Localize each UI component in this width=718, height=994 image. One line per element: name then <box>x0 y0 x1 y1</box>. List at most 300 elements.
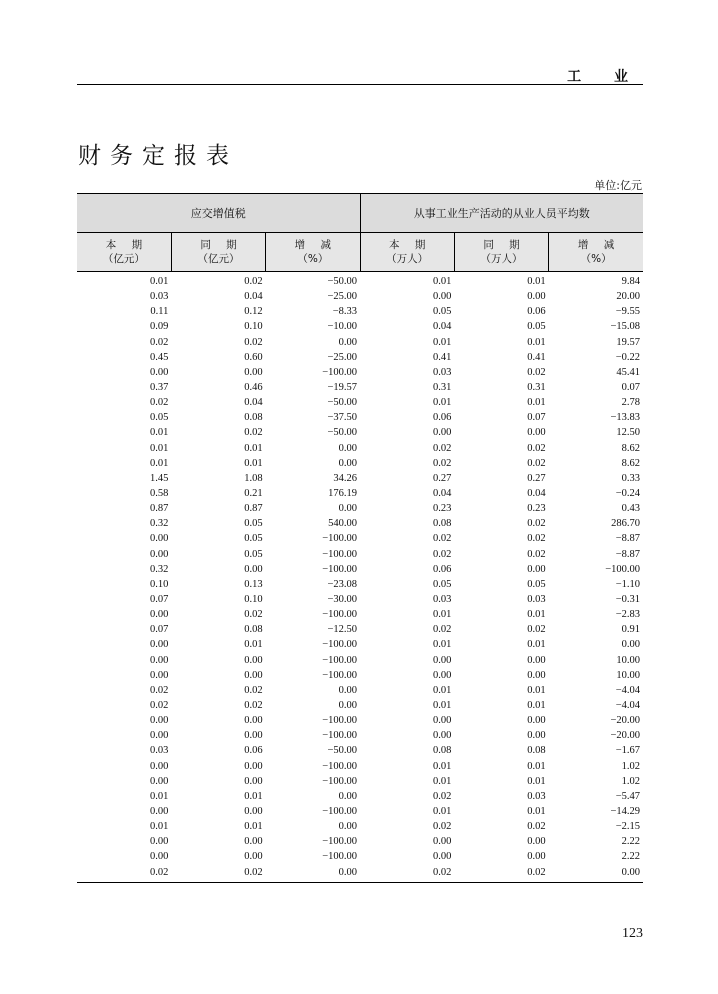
table-row <box>77 683 643 698</box>
table-row <box>77 637 643 652</box>
table-cell: −30.00 <box>327 594 358 606</box>
unit-label: 单位:亿元 <box>594 179 642 192</box>
group-header-vat: 应交增值税 <box>77 194 360 233</box>
table-cell: 0.00 <box>149 730 169 742</box>
table-cell: 0.08 <box>244 624 263 636</box>
table-cell: 0.01 <box>244 442 263 454</box>
table-cell: −100.00 <box>322 760 358 772</box>
table-cell: 0.01 <box>527 639 546 651</box>
table-row <box>77 441 643 456</box>
table-cell: −100.00 <box>322 639 358 651</box>
table-cell: 0.00 <box>244 563 263 575</box>
table-cell: −19.57 <box>327 382 358 394</box>
table-cell: 0.46 <box>244 382 263 394</box>
table-cell: 0.00 <box>338 821 358 833</box>
table-cell: 0.00 <box>149 836 169 848</box>
table-cell: 12.50 <box>616 427 640 439</box>
table-cell: 0.04 <box>527 488 546 500</box>
table-cell: 8.62 <box>621 442 640 454</box>
table-cell: 0.31 <box>527 382 546 394</box>
column-unit: （%） <box>297 253 329 265</box>
table-cell: 9.84 <box>621 276 640 288</box>
table-cell: 0.00 <box>149 715 169 727</box>
table-cell: 0.00 <box>149 548 169 560</box>
table-cell: 0.01 <box>149 821 169 833</box>
table-cell: 0.00 <box>244 851 263 863</box>
table-cell: 0.05 <box>149 412 169 424</box>
header-rule <box>77 84 643 85</box>
table-cell: 0.04 <box>244 397 263 409</box>
table-cell: 0.60 <box>244 351 263 363</box>
table-row <box>77 395 643 410</box>
table-cell: 0.05 <box>244 518 263 530</box>
table-cell: 0.00 <box>149 639 169 651</box>
table-cell: 0.02 <box>360 864 454 882</box>
table-cell: 0.23 <box>432 503 452 515</box>
table-cell: 0.01 <box>244 790 263 802</box>
table-cell: 0.07 <box>621 382 640 394</box>
table-cell: −100.00 <box>322 563 358 575</box>
column-name: 增 减 <box>294 239 337 251</box>
table-cell: 0.00 <box>527 836 546 848</box>
table-cell: 2.22 <box>621 851 640 863</box>
table-cell: 0.02 <box>527 624 546 636</box>
table-cell: 0.41 <box>527 351 546 363</box>
group-header-row <box>77 194 643 233</box>
table-cell: 0.04 <box>244 291 263 303</box>
table-cell: 0.07 <box>149 594 169 606</box>
table-cell: 0.02 <box>454 864 548 882</box>
column-header <box>360 233 454 272</box>
table-cell: −15.08 <box>610 321 640 333</box>
table-cell: 0.02 <box>244 700 263 711</box>
table-cell: 0.03 <box>432 594 452 606</box>
table-cell: 0.00 <box>338 684 358 696</box>
table-cell: −50.00 <box>327 427 358 439</box>
table-cell: 45.41 <box>616 366 640 378</box>
table-cell: 0.02 <box>432 442 452 454</box>
table-row <box>77 713 643 728</box>
table-cell: −1.10 <box>615 578 640 590</box>
table-cell: 0.01 <box>244 457 263 469</box>
table-cell: 0.03 <box>149 745 169 757</box>
table-cell: 0.00 <box>149 851 169 863</box>
table-row <box>77 728 643 743</box>
table-cell: 0.01 <box>527 609 546 621</box>
table-cell: 0.00 <box>149 533 169 545</box>
table-cell: 0.31 <box>432 382 452 394</box>
table-cell: 0.00 <box>244 836 263 848</box>
table-cell: 0.02 <box>527 457 546 469</box>
table-cell: 19.57 <box>616 336 640 348</box>
table-cell: 0.01 <box>432 700 452 711</box>
table-cell: 0.00 <box>338 700 358 711</box>
table-cell: 0.09 <box>149 321 169 333</box>
table-cell: 0.05 <box>244 533 263 545</box>
table-cell: 0.05 <box>432 578 452 590</box>
table-row <box>77 698 643 713</box>
table-cell: 0.01 <box>432 336 452 348</box>
table-row <box>77 380 643 395</box>
table-row <box>77 486 643 501</box>
table-cell: −20.00 <box>610 715 640 727</box>
table-cell: 0.01 <box>149 276 169 288</box>
table-cell: 1.45 <box>149 472 169 484</box>
table-cell: 0.05 <box>244 548 263 560</box>
page-number: 123 <box>622 926 643 941</box>
table-cell: 0.00 <box>244 366 263 378</box>
table-cell: −2.15 <box>615 821 640 833</box>
table-cell: 0.10 <box>244 321 263 333</box>
table-cell: −37.50 <box>327 412 358 424</box>
table-row <box>77 864 643 882</box>
column-unit: （亿元） <box>102 253 145 265</box>
column-header-row <box>77 233 643 272</box>
table-cell: 0.01 <box>432 805 452 817</box>
table-cell: 0.00 <box>244 715 263 727</box>
table-cell: 0.41 <box>432 351 452 363</box>
table-cell: 0.00 <box>338 336 358 348</box>
table-body <box>77 272 643 883</box>
table-cell: 0.10 <box>149 578 169 590</box>
table-cell: 0.00 <box>266 864 360 882</box>
table-row <box>77 834 643 849</box>
table-cell: 0.03 <box>432 366 452 378</box>
table-row <box>77 289 643 304</box>
table-cell: 0.58 <box>149 488 169 500</box>
table-row <box>77 622 643 637</box>
table-row <box>77 668 643 683</box>
table-cell: 0.43 <box>621 503 640 515</box>
table-row <box>77 819 643 834</box>
column-header <box>266 233 360 272</box>
table-cell: 0.06 <box>527 306 546 318</box>
table-cell: −100.00 <box>322 669 358 681</box>
table-cell: 0.00 <box>149 805 169 817</box>
column-name: 增 减 <box>577 239 621 251</box>
table-cell: 0.02 <box>77 864 171 882</box>
table-cell: 0.13 <box>244 578 263 590</box>
table-row <box>77 471 643 486</box>
table-cell: 10.00 <box>616 654 640 666</box>
table-cell: 8.62 <box>621 457 640 469</box>
table-cell: 0.00 <box>432 669 452 681</box>
column-header <box>77 233 171 272</box>
table-cell: 0.33 <box>621 472 640 484</box>
table-row <box>77 425 643 440</box>
table-cell: 0.32 <box>149 563 169 575</box>
table-row <box>77 531 643 546</box>
table-cell: 2.22 <box>621 836 640 848</box>
table-cell: 0.02 <box>149 684 169 696</box>
table-cell: 0.08 <box>244 412 263 424</box>
table-row <box>77 592 643 607</box>
table-cell: 0.21 <box>244 488 263 500</box>
table-cell: 0.00 <box>527 563 546 575</box>
table-cell: −100.00 <box>322 533 358 545</box>
group-header-employees: 从事工业生产活动的从业人员平均数 <box>360 194 643 233</box>
table-cell: 0.27 <box>432 472 452 484</box>
table-cell: 0.02 <box>149 397 169 409</box>
table-cell: 0.02 <box>527 548 546 560</box>
table-row <box>77 547 643 562</box>
table-cell: 20.00 <box>616 291 640 303</box>
table-cell: 0.02 <box>527 518 546 530</box>
table-cell: 176.19 <box>328 488 358 500</box>
table-cell: −25.00 <box>327 291 358 303</box>
table-cell: 0.01 <box>432 775 452 787</box>
table-cell: 0.23 <box>527 503 546 515</box>
column-name: 同 期 <box>483 239 526 251</box>
table-cell: 0.01 <box>432 609 452 621</box>
table-cell: 0.06 <box>432 412 452 424</box>
table-cell: 0.02 <box>432 457 452 469</box>
table-cell: 0.07 <box>149 624 169 636</box>
table-cell: 0.08 <box>432 745 452 757</box>
table-cell: 0.00 <box>149 760 169 772</box>
table-cell: 0.01 <box>432 276 452 288</box>
table-cell: −12.50 <box>327 624 358 636</box>
table-cell: 0.02 <box>432 790 452 802</box>
table-cell: 0.02 <box>432 548 452 560</box>
table-cell: 0.02 <box>171 864 265 882</box>
table-cell: 0.01 <box>244 639 263 651</box>
table-cell: 0.00 <box>244 654 263 666</box>
table-cell: 0.00 <box>432 715 452 727</box>
table-cell: 0.00 <box>549 864 643 882</box>
table-cell: 0.12 <box>244 306 263 318</box>
table-cell: −8.33 <box>332 306 358 318</box>
table-cell: 0.00 <box>244 730 263 742</box>
table-cell: 0.02 <box>527 533 546 545</box>
table-cell: 0.03 <box>527 790 546 802</box>
table-cell: 0.04 <box>432 321 452 333</box>
column-unit: （万人） <box>386 253 429 265</box>
table-cell: −0.22 <box>615 351 640 363</box>
table-cell: 0.00 <box>527 291 546 303</box>
table-row <box>77 365 643 380</box>
table-cell: 0.00 <box>432 654 452 666</box>
table-cell: 0.01 <box>527 684 546 696</box>
table-cell: 0.03 <box>527 594 546 606</box>
table-row <box>77 774 643 789</box>
table-cell: 34.26 <box>333 472 358 484</box>
table-row <box>77 516 643 531</box>
table-cell: 0.10 <box>244 594 263 606</box>
table-row <box>77 607 643 622</box>
table-cell: 0.00 <box>527 730 546 742</box>
table-cell: 0.00 <box>244 775 263 787</box>
column-header <box>549 233 643 272</box>
table-cell: 0.01 <box>432 760 452 772</box>
table-cell: 0.01 <box>527 276 546 288</box>
data-table <box>77 193 643 883</box>
table-cell: 0.02 <box>244 336 263 348</box>
table-cell: 0.05 <box>527 321 546 333</box>
table-cell: 0.02 <box>149 700 169 711</box>
table-cell: −4.04 <box>615 700 640 711</box>
table-row <box>77 743 643 758</box>
table-cell: 0.00 <box>527 715 546 727</box>
table-cell: −100.00 <box>322 805 358 817</box>
table-cell: −2.83 <box>615 609 640 621</box>
table-cell: 2.78 <box>621 397 640 409</box>
table-cell: 0.37 <box>149 382 169 394</box>
table-cell: 0.02 <box>432 533 452 545</box>
table-cell: 0.02 <box>527 442 546 454</box>
table-cell: 0.01 <box>432 684 452 696</box>
table-cell: 0.01 <box>527 336 546 348</box>
table-cell: −100.00 <box>322 775 358 787</box>
column-name: 本 期 <box>389 239 432 251</box>
table-cell: −4.04 <box>615 684 640 696</box>
table-cell: 0.01 <box>527 775 546 787</box>
table-row <box>77 759 643 774</box>
table-cell: 0.87 <box>149 503 169 515</box>
table-cell: 0.01 <box>527 700 546 711</box>
table-cell: 0.00 <box>432 291 452 303</box>
table-cell: −20.00 <box>610 730 640 742</box>
table-cell: 0.01 <box>432 397 452 409</box>
table-cell: 10.00 <box>616 669 640 681</box>
table-cell: −14.29 <box>610 805 640 817</box>
table-row <box>77 849 643 864</box>
column-name: 同 期 <box>200 239 243 251</box>
table-cell: 0.00 <box>338 790 358 802</box>
table-row <box>77 335 643 350</box>
table-cell: 0.01 <box>244 821 263 833</box>
table-cell: 1.02 <box>621 775 640 787</box>
table-cell: 0.01 <box>527 805 546 817</box>
table-cell: 0.06 <box>244 745 263 757</box>
table-cell: 0.01 <box>149 790 169 802</box>
table-cell: −100.00 <box>322 851 358 863</box>
table-cell: 0.00 <box>149 669 169 681</box>
table-cell: 0.00 <box>527 654 546 666</box>
table-cell: 0.01 <box>527 760 546 772</box>
table-cell: −100.00 <box>605 563 640 575</box>
table-cell: −1.67 <box>615 745 640 757</box>
table-cell: 0.45 <box>149 351 169 363</box>
table-cell: 1.08 <box>244 472 263 484</box>
table-cell: 1.02 <box>621 760 640 772</box>
table-cell: 0.00 <box>621 639 640 651</box>
table-cell: 0.00 <box>432 836 452 848</box>
column-header <box>171 233 265 272</box>
table-cell: −8.87 <box>615 548 640 560</box>
table-cell: 0.08 <box>527 745 546 757</box>
table-cell: 0.00 <box>527 669 546 681</box>
table-cell: 0.00 <box>527 427 546 439</box>
table-cell: 0.07 <box>527 412 546 424</box>
table-cell: −8.87 <box>615 533 640 545</box>
table-row <box>77 319 643 334</box>
table-cell: −0.31 <box>615 594 640 606</box>
table-cell: 0.00 <box>338 442 358 454</box>
table-cell: 0.00 <box>432 851 452 863</box>
column-header <box>454 233 548 272</box>
table-cell: 0.87 <box>244 503 263 515</box>
table-cell: −50.00 <box>327 397 358 409</box>
table-cell: 0.06 <box>432 563 452 575</box>
table-cell: 0.91 <box>621 624 640 636</box>
table-cell: 0.05 <box>432 306 452 318</box>
table-cell: 0.01 <box>149 427 169 439</box>
table-cell: 0.00 <box>149 775 169 787</box>
table-cell: 0.02 <box>432 821 452 833</box>
table-cell: −100.00 <box>322 366 358 378</box>
table-cell: −23.08 <box>327 578 358 590</box>
table-cell: 0.04 <box>432 488 452 500</box>
table-cell: 0.02 <box>244 276 263 288</box>
table-cell: 0.00 <box>432 730 452 742</box>
table-row <box>77 577 643 592</box>
table-cell: 0.00 <box>432 427 452 439</box>
table-cell: 0.00 <box>149 609 169 621</box>
table-cell: 0.00 <box>244 805 263 817</box>
table-cell: 0.02 <box>244 609 263 621</box>
column-unit: （万人） <box>480 253 523 265</box>
table-cell: 0.01 <box>432 639 452 651</box>
table-cell: 0.02 <box>244 684 263 696</box>
table-cell: −100.00 <box>322 836 358 848</box>
table-cell: 0.01 <box>527 397 546 409</box>
table-row <box>77 789 643 804</box>
table-cell: −50.00 <box>327 745 358 757</box>
table-cell: 0.00 <box>149 366 169 378</box>
table-cell: 0.32 <box>149 518 169 530</box>
table-cell: 0.27 <box>527 472 546 484</box>
table-cell: 0.02 <box>432 624 452 636</box>
table-row <box>77 272 643 290</box>
table-cell: 0.11 <box>150 306 169 318</box>
table-row <box>77 562 643 577</box>
table-cell: 0.00 <box>149 654 169 666</box>
table-cell: −50.00 <box>327 276 358 288</box>
table-row <box>77 653 643 668</box>
table-cell: −100.00 <box>322 715 358 727</box>
table-cell: 0.02 <box>149 336 169 348</box>
table-cell: −100.00 <box>322 654 358 666</box>
table-row <box>77 501 643 516</box>
table-cell: 0.05 <box>527 578 546 590</box>
column-unit: （%） <box>580 253 612 265</box>
table-cell: 0.01 <box>149 457 169 469</box>
table-cell: 0.02 <box>527 821 546 833</box>
table-row <box>77 456 643 471</box>
table-cell: −9.55 <box>615 306 640 318</box>
table-cell: −100.00 <box>322 730 358 742</box>
table-cell: −10.00 <box>327 321 358 333</box>
table-cell: 540.00 <box>328 518 358 530</box>
page-title: 财务定报表 <box>78 143 238 170</box>
table-row <box>77 804 643 819</box>
table-cell: −5.47 <box>615 790 640 802</box>
table-cell: 0.00 <box>527 851 546 863</box>
table-row <box>77 410 643 425</box>
table-row <box>77 304 643 319</box>
table-cell: −100.00 <box>322 609 358 621</box>
section-label: 工 业 <box>567 69 642 85</box>
table-cell: 0.03 <box>149 291 169 303</box>
table-cell: 286.70 <box>611 518 640 530</box>
column-name: 本 期 <box>105 239 149 251</box>
column-unit: （亿元） <box>197 253 240 265</box>
table-cell: −100.00 <box>322 548 358 560</box>
table-cell: −25.00 <box>327 351 358 363</box>
table-cell: 0.00 <box>338 503 358 515</box>
table-cell: 0.00 <box>244 760 263 772</box>
